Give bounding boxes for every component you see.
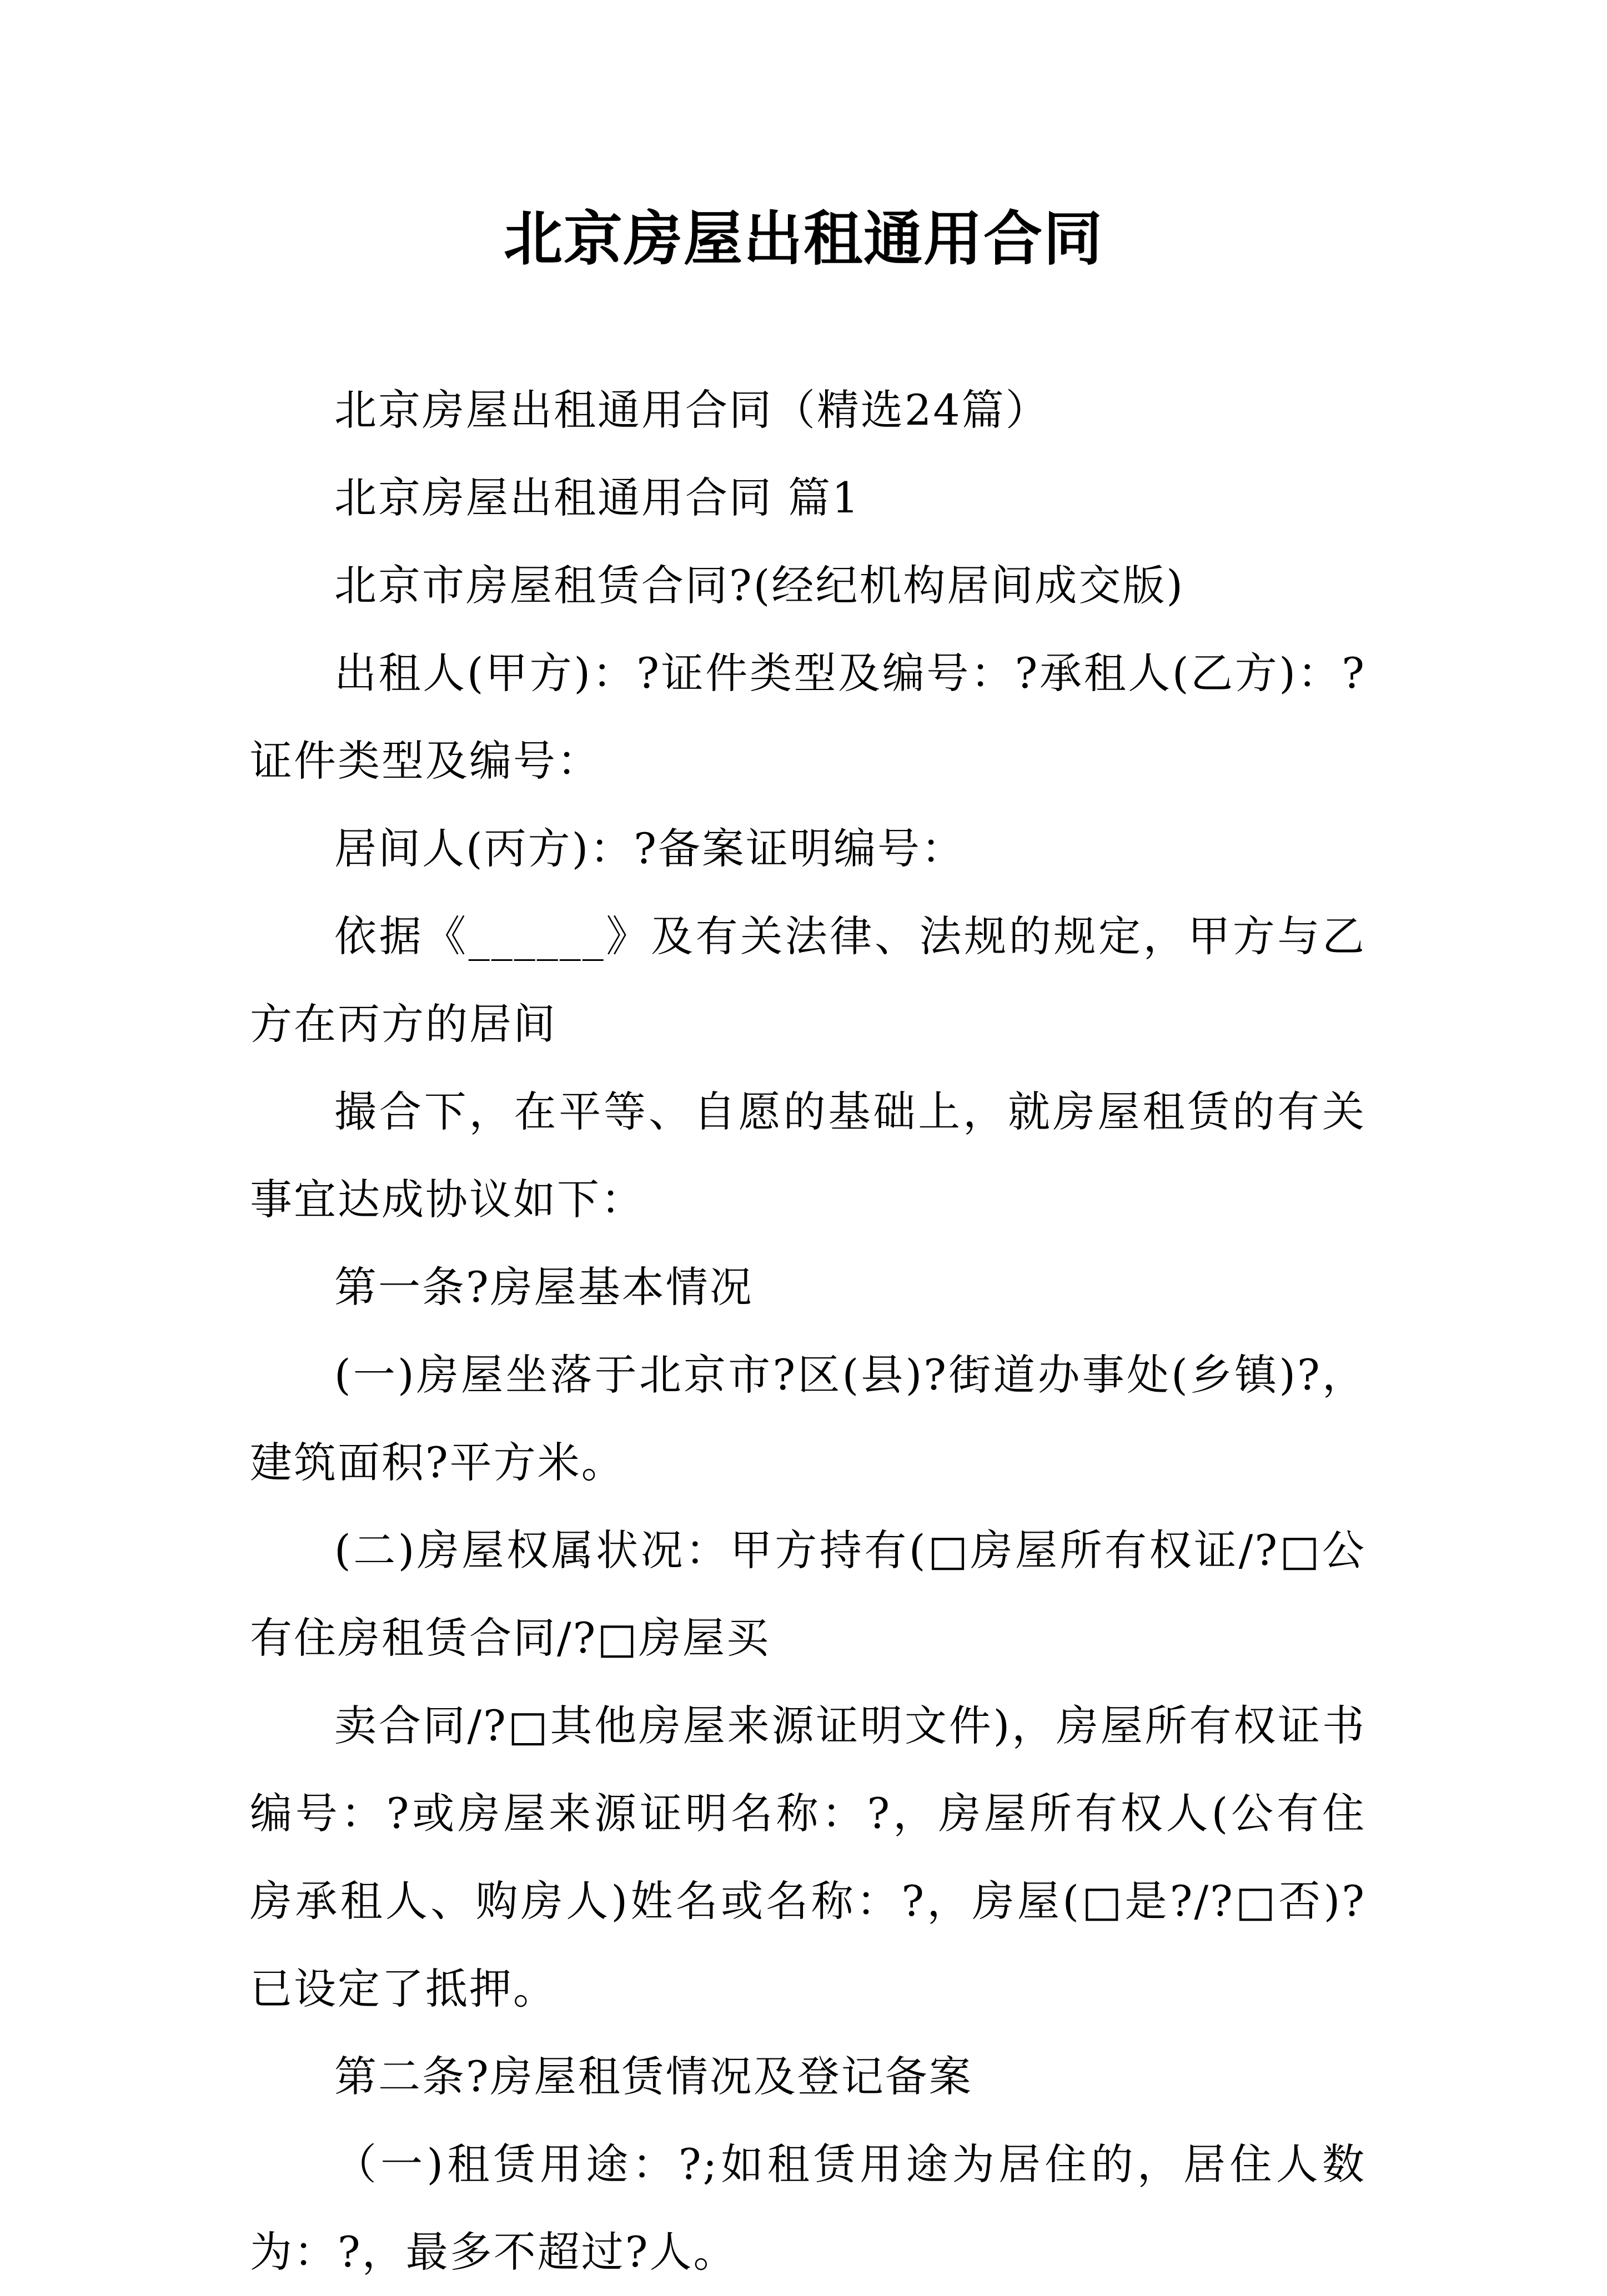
paragraph-contract-name: 北京市房屋租赁合同?(经纪机构居间成交版)	[334, 561, 1185, 610]
paragraph-article-heading: 北京房屋出租通用合同 篇1	[334, 473, 861, 522]
paragraph-clause-1-item-2: (二)房屋权属状况：甲方持有(□房屋所有权证/?□公有住房租赁合同/?□房屋买	[250, 1525, 1366, 1663]
paragraph-clause-2-heading: 第二条?房屋租赁情况及登记备案	[334, 2052, 973, 2101]
paragraph-legal-basis: 依据《______》及有关法律、法规的规定，甲方与乙方在丙方的居间	[250, 912, 1366, 1049]
paragraph-clause-1-item-2-cont: 卖合同/?□其他房屋来源证明文件)，房屋所有权证书编号：?或房屋来源证明名称：?，房屋所有权人(公有住房承租人、购房人)姓名或名称：?，房屋(□是?/?□否)?已设定了抵押。	[250, 1701, 1366, 2013]
paragraph-clause-2-item-1: （一)租赁用途：?;如租赁用途为居住的，居住人数为：?，最多不超过?人。	[250, 2139, 1366, 2277]
paragraph-clause-1-heading: 第一条?房屋基本情况	[334, 1262, 754, 1312]
document-body	[250, 366, 1366, 2296]
paragraph-intermediary: 居间人(丙方)：?备案证明编号：	[334, 824, 966, 873]
paragraph-agreement-intro: 撮合下，在平等、自愿的基础上，就房屋租赁的有关事宜达成协议如下：	[250, 1087, 1366, 1224]
document-title: 北京房屋出租通用合同	[504, 204, 1103, 273]
paragraph-parties: 出租人(甲方)：?证件类型及编号：?承租人(乙方)：?证件类型及编号：	[250, 648, 1366, 786]
paragraph-clause-1-item-1: (一)房屋坐落于北京市?区(县)?街道办事处(乡镇)?，建筑面积?平方米。	[250, 1350, 1366, 1487]
paragraph-collection-title: 北京房屋出租通用合同（精选24篇）	[334, 385, 1049, 435]
